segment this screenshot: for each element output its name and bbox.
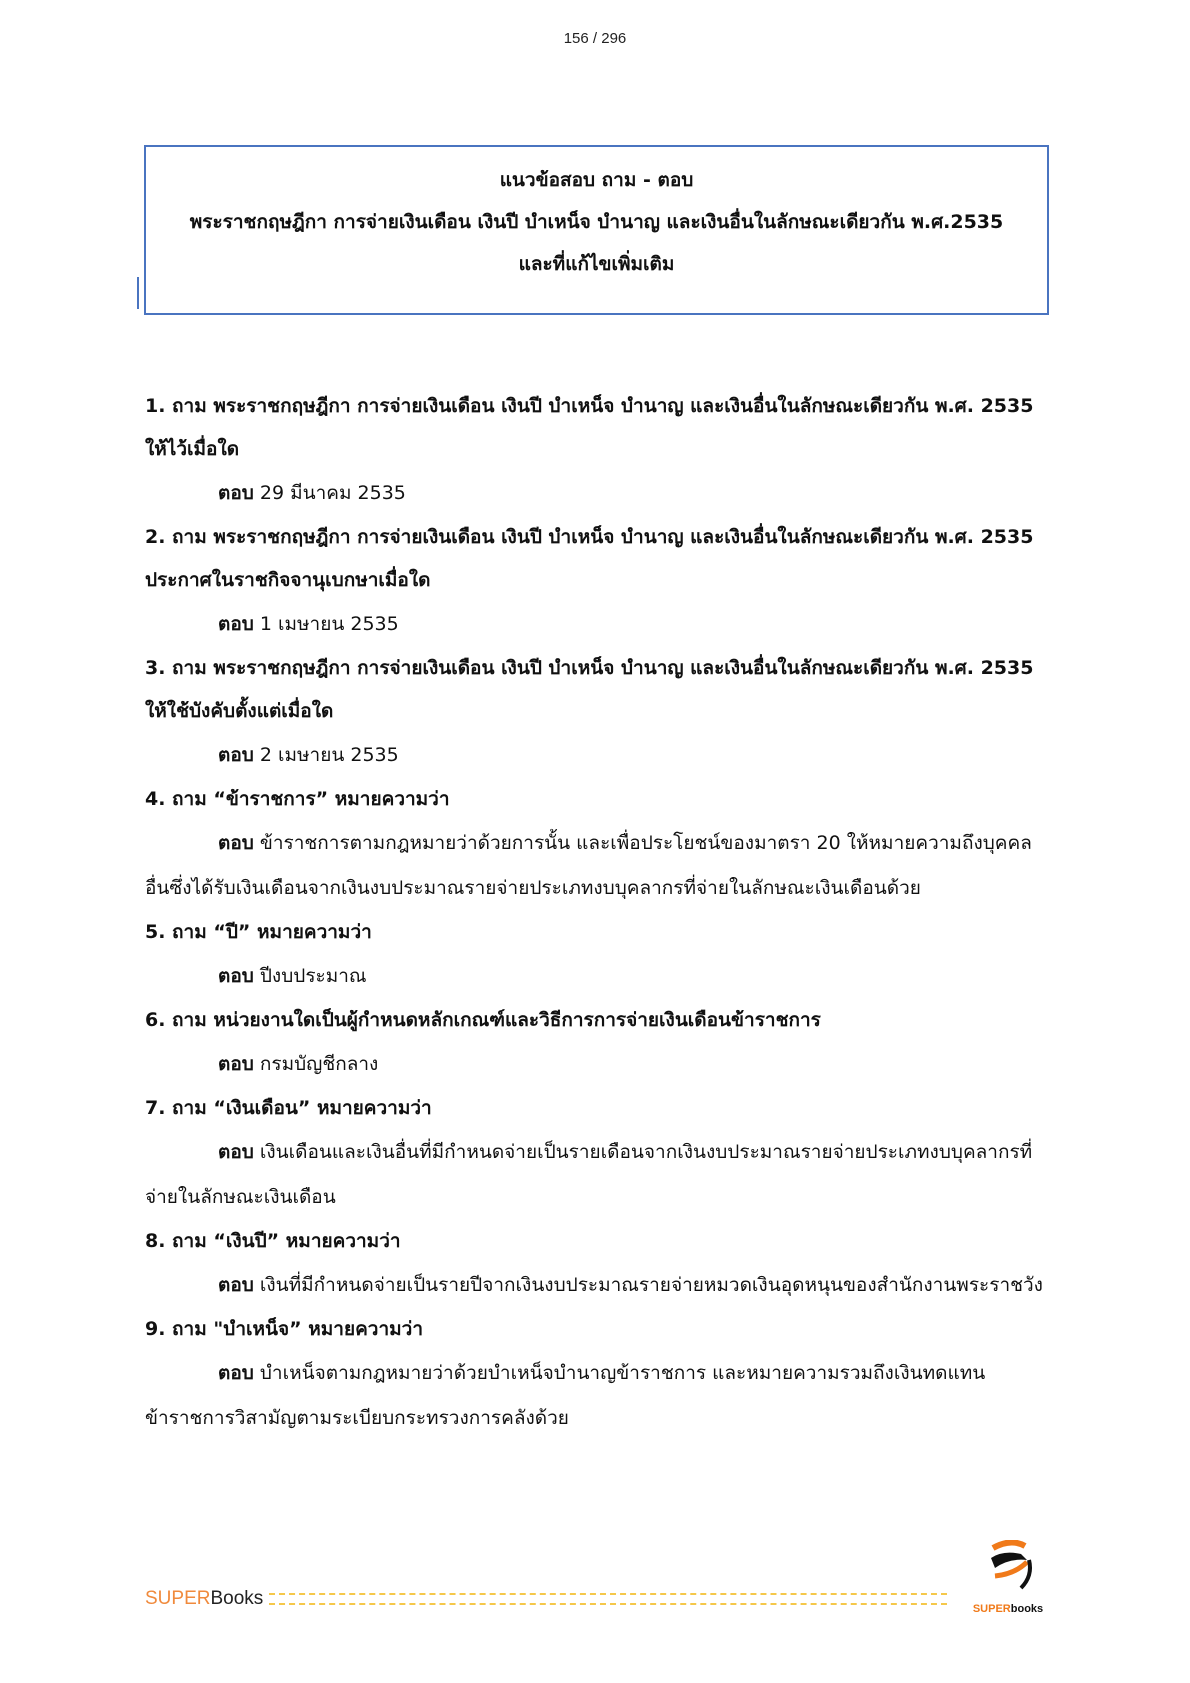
answer-label: ตอบ [218, 613, 254, 635]
qa-item-5 [145, 911, 1045, 999]
answer [145, 602, 1045, 647]
question: 4. ถาม “ข้าราชการ” หมายความว่า [145, 788, 450, 810]
qa-item-9 [145, 1308, 1045, 1441]
answer [145, 1042, 1045, 1087]
title-line-2: พระราชกฤษฎีกา การจ่ายเงินเดือน เงินปี บำเหน็จ บำนาญ และเงินอื่นในลักษณะเดียวกัน พ.ศ.2535 [189, 211, 1004, 233]
qa-item-7 [145, 1087, 1045, 1220]
logo-super: SUPER [972, 1603, 1011, 1615]
answer-text: เงินเดือนและเงินอื่นที่มีกำหนดจ่ายเป็นรายเดือนจากเงินงบประมาณรายจ่ายประเภทงบบุคลากรที่จ่ายในลักษณะเงินเดือน [145, 1141, 1033, 1208]
answer-text: ข้าราชการตามกฎหมายว่าด้วยการนั้น และเพื่อประโยชน์ของมาตรา 20 ให้หมายความถึงบุคคลอื่นซึ่งได้รับเงินเดือนจากเงินงบประมาณรายจ่ายประเภทงบบุคลากรที่จ่ายในลักษณะเงินเดือนด้วย [145, 832, 1032, 899]
logo-books: books [1010, 1603, 1044, 1615]
answer-label: ตอบ [218, 832, 254, 854]
answer-label: ตอบ [218, 1274, 254, 1296]
brand-super: SUPER [145, 1588, 211, 1609]
answer [145, 733, 1045, 778]
qa-item-1 [145, 385, 1045, 516]
question: 7. ถาม “เงินเดือน” หมายความว่า [145, 1097, 432, 1119]
answer-text: กรมบัญชีกลาง [259, 1053, 379, 1075]
answer-text: บำเหน็จตามกฎหมายว่าด้วยบำเหน็จบำนาญข้าราชการ และหมายความรวมถึงเงินทดแทนข้าราชการวิสามัญตามระเบียบกระทรวงการคลังด้วย [145, 1362, 986, 1429]
answer-label: ตอบ [218, 965, 254, 987]
question: 1. ถาม พระราชกฤษฎีกา การจ่ายเงินเดือน เงินปี บำเหน็จ บำนาญ และเงินอื่นในลักษณะเดียวกัน พ.ศ. 2535 ให้ไว้เมื่อใด [145, 395, 1034, 460]
footer-brand [145, 1588, 263, 1610]
swoosh-logo-icon [963, 1540, 1053, 1600]
answer-label: ตอบ [218, 1362, 254, 1384]
answer-label: ตอบ [218, 744, 254, 766]
question: 2. ถาม พระราชกฤษฎีกา การจ่ายเงินเดือน เงินปี บำเหน็จ บำนาญ และเงินอื่นในลักษณะเดียวกัน พ.ศ. 2535 ประกาศในราชกิจจานุเบกษาเมื่อใด [145, 526, 1034, 591]
answer-text: 1 เมษายน 2535 [259, 613, 399, 635]
page-indicator: 156 / 296 [563, 30, 627, 47]
question: 8. ถาม “เงินปี” หมายความว่า [145, 1230, 401, 1252]
answer [145, 1263, 1045, 1308]
answer [145, 471, 1045, 516]
answer-text: 29 มีนาคม 2535 [259, 482, 406, 504]
question: 9. ถาม "บำเหน็จ” หมายความว่า [145, 1318, 423, 1340]
answer [145, 1351, 1045, 1441]
answer-text: ปีงบประมาณ [259, 965, 367, 987]
question: 5. ถาม “ปี” หมายความว่า [145, 921, 372, 943]
answer-label: ตอบ [218, 482, 254, 504]
brand-books: Books [210, 1588, 264, 1609]
text-cursor-mark [137, 277, 139, 309]
qa-item-4 [145, 778, 1045, 911]
qa-item-8 [145, 1220, 1045, 1308]
answer-label: ตอบ [218, 1053, 254, 1075]
superbooks-logo [963, 1540, 1053, 1615]
qa-item-3 [145, 647, 1045, 778]
answer [145, 1130, 1045, 1220]
question: 3. ถาม พระราชกฤษฎีกา การจ่ายเงินเดือน เงินปี บำเหน็จ บำนาญ และเงินอื่นในลักษณะเดียวกัน พ.ศ. 2535 ให้ใช้บังคับตั้งแต่เมื่อใด [145, 657, 1034, 722]
logo-wordmark [963, 1603, 1053, 1615]
answer [145, 954, 1045, 999]
answer-text: เงินที่มีกำหนดจ่ายเป็นรายปีจากเงินงบประมาณรายจ่ายหมวดเงินอุดหนุนของสำนักงานพระราชวัง [259, 1274, 1043, 1296]
question: 6. ถาม หน่วยงานใดเป็นผู้กำหนดหลักเกณฑ์และวิธีการการจ่ายเงินเดือนข้าราชการ [145, 1009, 821, 1031]
page-footer [145, 1584, 1045, 1614]
title-line-1: แนวข้อสอบ ถาม - ตอบ [499, 169, 694, 191]
answer [145, 821, 1045, 911]
qa-item-2 [145, 516, 1045, 647]
title-line-3: และที่แก้ไขเพิ่มเติม [518, 253, 675, 275]
answer-label: ตอบ [218, 1141, 254, 1163]
title-box [144, 145, 1049, 315]
qa-item-6 [145, 999, 1045, 1087]
answer-text: 2 เมษายน 2535 [259, 744, 399, 766]
footer-dashed-divider [269, 1593, 947, 1605]
qa-list [145, 385, 1045, 1441]
